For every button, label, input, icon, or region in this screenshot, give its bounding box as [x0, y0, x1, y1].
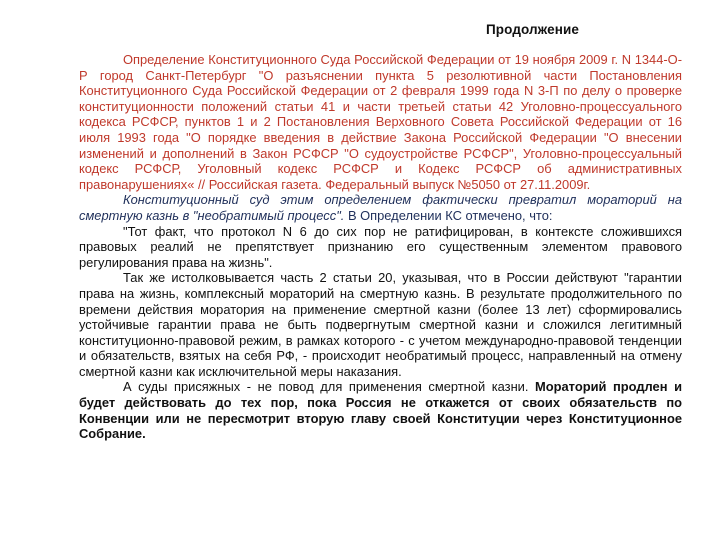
- document-body: [79, 52, 682, 442]
- page-heading: Продолжение: [486, 22, 580, 37]
- conclusion-paragraph: [79, 379, 682, 441]
- protocol-quote-paragraph: "Тот факт, что протокол N 6 до сих пор не ратифицирован, в контексте сложившихся правовых реалий не препятствует признанию его существенным элементом правового регулирования права на жизнь".: [79, 223, 682, 270]
- article-interpretation-paragraph: Так же истолковывается часть 2 статьи 20, указывая, что в России действуют "гарантии права на жизнь, комплексный мораторий на смертную казнь. В результате продолжительного по времени действия моратория на применение смертной казни (более 13 лет) сформировались устойчивые гарантии права не быть подвергнутым смертной казни и сложился легитимный конституционно-правовой режим, в рамках которого - с учетом международно-правовой тенденции и обязательств, взятых на себя РФ, - происходит необратимый процесс, направленный на отмену смертной казни как исключительной меры наказания.: [79, 270, 682, 379]
- court-summary-rest: В Определении КС отмечено, что:: [344, 207, 553, 223]
- conclusion-plain: А суды присяжных - не повод для применения смертной казни.: [123, 379, 529, 395]
- conclusion-bold: Мораторий продлен и будет действовать до тех пор, пока Россия не откажется от своих обязательств по Конвенции или не пересмотрит вторую главу своей Конституции через Конституционное Собрание.: [79, 379, 682, 442]
- court-citation-paragraph: Определение Конституционного Суда Российской Федерации от 19 ноября 2009 г. N 1344-О-Р город Санкт-Петербург "О разъяснении пункта 5 резолютивной части Постановления Конституционного Суда Российской Федерации от 2 февраля 1999 года N 3-П по делу о проверке конституционности положений статьи 41 и части третьей статьи 42 Уголовно-процессуального кодекса РСФСР, пунктов 1 и 2 Постановления Верховного Совета Российской Федерации от 16 июля 1993 года "О порядке введения в действие Закона Российской Федерации "О внесении изменений и дополнений в Закон РСФСР "О судоустройстве РСФСР", Уголовно-процессуальный кодекс РСФСР, Уголовный кодекс РСФСР и Кодекс РСФСР об административных правонарушениях« // Российская газета. Федеральный выпуск №5050 от 27.11.2009г.: [79, 52, 682, 192]
- court-summary-italic: Конституционный суд этим определением фактически превратил мораторий на смертную казнь в "необратимый процесс".: [79, 192, 682, 223]
- court-summary-paragraph: [79, 192, 682, 223]
